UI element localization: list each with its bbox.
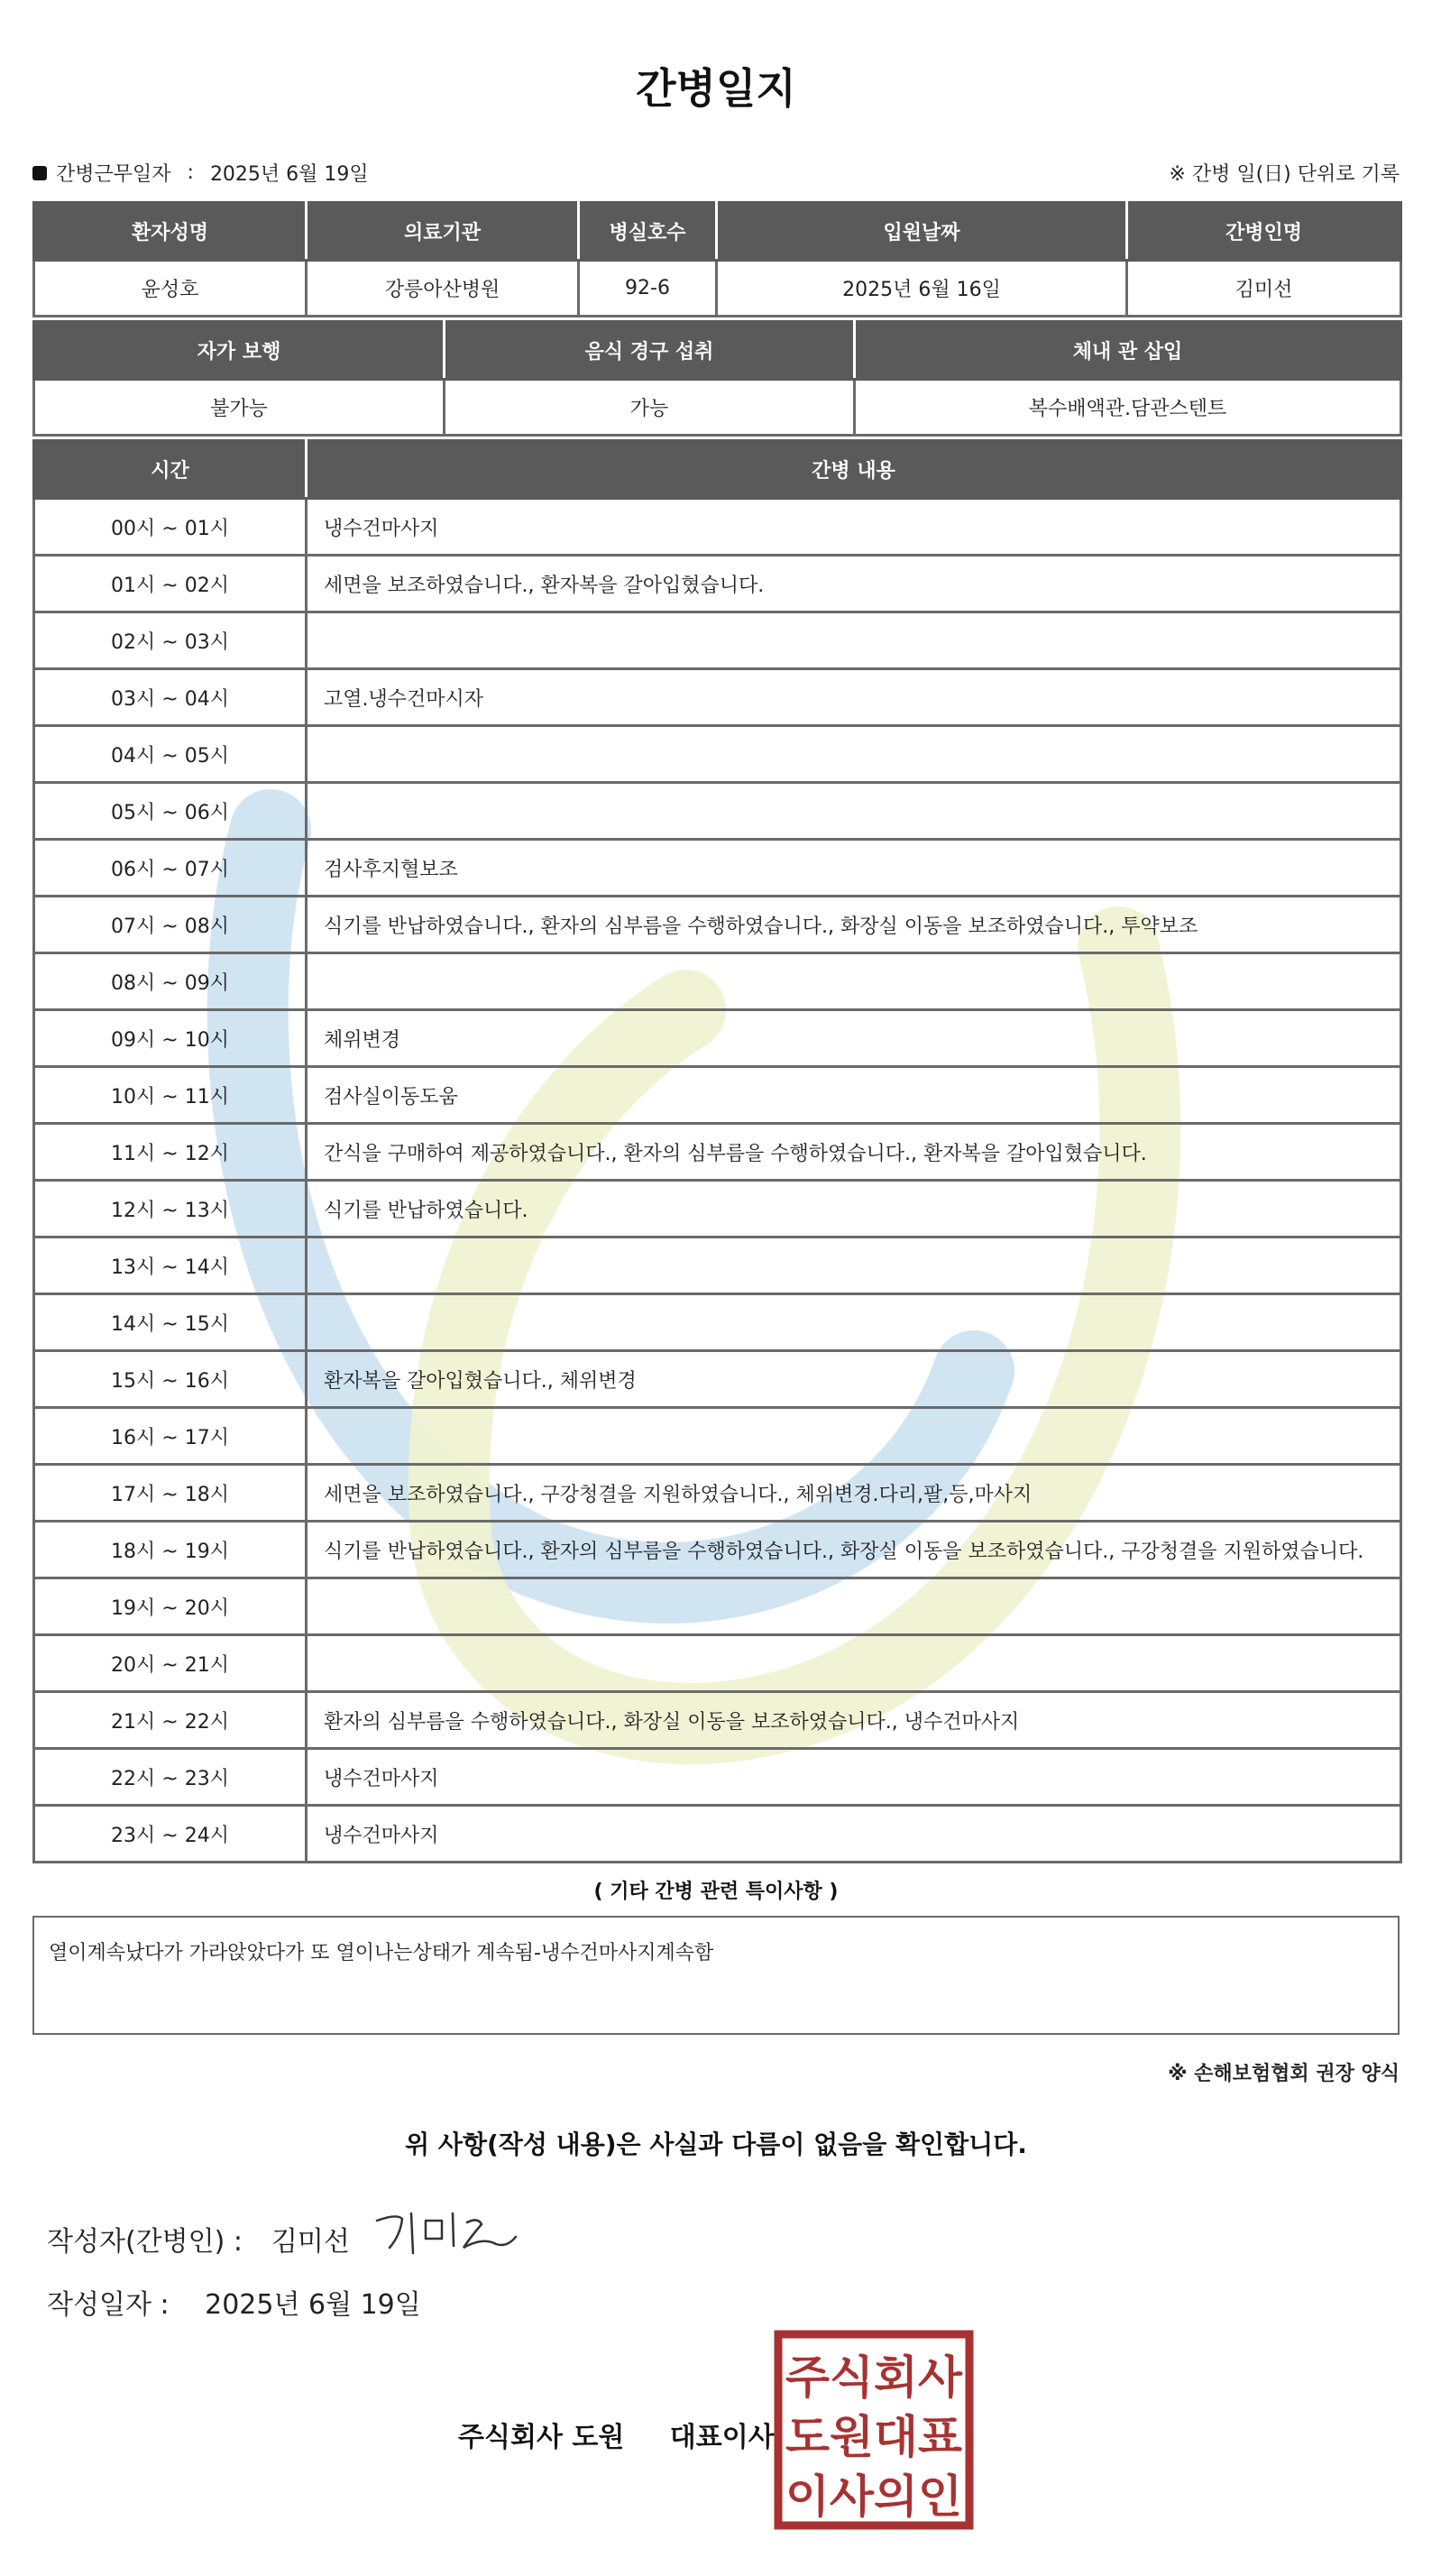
time-cell: 12시 ~ 13시 [34,1181,307,1237]
time-cell: 11시 ~ 12시 [34,1124,307,1181]
writer-label: 작성자(간병인) : [47,2226,243,2258]
time-cell: 09시 ~ 10시 [34,1010,307,1067]
page-title: 간병일지 [636,64,796,113]
work-date-row [32,159,369,187]
svg-text:이사의인: 이사의인 [785,2470,962,2523]
care-content-cell: 간식을 구매하여 제공하였습니다., 환자의 심부름을 수행하였습니다., 환자복을 갈아입혔습니다. [307,1124,1401,1181]
care-content-cell: 검사후지혈보조 [307,840,1401,897]
table-row [34,1181,1401,1237]
svg-text:주식회사: 주식회사 [785,2351,963,2404]
table-row [34,1294,1401,1351]
care-content-cell [307,1294,1401,1351]
time-cell: 04시 ~ 05시 [34,726,307,783]
care-content-cell: 식기를 반납하였습니다. [307,1181,1401,1237]
care-content-cell: 냉수건마사지 [307,1806,1401,1863]
patient-info-table [32,201,1402,317]
table-row [34,1351,1401,1408]
table-row [34,1635,1401,1692]
representative-title: 대표이사 [669,2422,775,2453]
company-signature-line [458,2415,775,2454]
time-cell: 18시 ~ 19시 [34,1522,307,1578]
room-number: 92-6 [579,261,717,317]
time-cell: 05시 ~ 06시 [34,783,307,840]
time-cell: 23시 ~ 24시 [34,1806,307,1863]
time-cell: 13시 ~ 14시 [34,1237,307,1294]
care-content-cell: 고열.냉수건마시자 [307,669,1401,726]
table-row [34,1408,1401,1465]
table-row [34,669,1401,726]
header-room: 병실호수 [579,203,717,261]
written-date-value: 2025년 6월 19일 [205,2289,421,2321]
care-content-cell: 환자의 심부름을 수행하였습니다., 화장실 이동을 보조하였습니다., 냉수건마사지 [307,1692,1401,1749]
header-walking: 자가 보행 [34,322,445,380]
caregiver-name: 김미선 [1127,261,1401,317]
written-date-label: 작성일자 : [47,2289,170,2321]
header-caregiver: 간병인명 [1127,203,1401,261]
care-content-cell: 식기를 반납하였습니다., 환자의 심부름을 수행하였습니다., 화장실 이동을 보조하였습니다., 구강청결을 지원하였습니다. [307,1522,1401,1578]
patient-name: 윤성호 [34,261,307,317]
care-content-cell: 환자복을 갈아입혔습니다., 체위변경 [307,1351,1401,1408]
confirmation-statement: 위 사항(작성 내용)은 사실과 다름이 없음을 확인합니다. [405,2130,1027,2159]
time-cell: 20시 ~ 21시 [34,1635,307,1692]
patient-status-table [32,320,1402,437]
care-content-cell: 세면을 보조하였습니다., 환자복을 갈아입혔습니다. [307,556,1401,612]
other-notes-text: 열이계속났다가 가라앉았다가 또 열이나는상태가 계속됨-냉수건마사지계속함 [49,1942,714,1964]
header-admission-date: 입원날짜 [717,203,1127,261]
table-row [34,783,1401,840]
table-row [34,1010,1401,1067]
other-notes-box [32,1916,1400,2035]
time-cell: 06시 ~ 07시 [34,840,307,897]
company-name: 주식회사 도원 [458,2422,625,2453]
tube-value: 복수배액관.담관스텐트 [855,380,1401,436]
care-content-cell [307,1635,1401,1692]
time-cell: 15시 ~ 16시 [34,1351,307,1408]
time-cell: 16시 ~ 17시 [34,1408,307,1465]
bullet-square-icon [32,166,47,180]
walking-value: 불가능 [34,380,445,436]
table-row [34,726,1401,783]
work-date-value: 2025년 6월 19일 [209,163,369,186]
header-oral-intake: 음식 경구 섭취 [445,322,855,380]
svg-text:도원대표: 도원대표 [785,2411,963,2463]
care-content-cell [307,1237,1401,1294]
other-notes-heading: ( 기타 간병 관련 특이사항 ) [593,1881,839,1903]
care-content-cell [307,1578,1401,1635]
table-row [34,1067,1401,1124]
table-row [34,1124,1401,1181]
care-content-cell: 검사실이동도움 [307,1067,1401,1124]
time-cell: 10시 ~ 11시 [34,1067,307,1124]
time-cell: 08시 ~ 09시 [34,953,307,1010]
writer-row [47,2219,350,2259]
care-log-header-row [34,441,1401,499]
table-row [34,612,1401,669]
time-cell: 14시 ~ 15시 [34,1294,307,1351]
writer-name: 김미선 [271,2226,350,2258]
hospital-name: 강릉아산병원 [307,261,579,317]
work-date-label: 간병근무일자 [56,163,171,186]
care-content-cell: 세면을 보조하였습니다., 구강청결을 지원하였습니다., 체위변경.다리,팔,등,마사지 [307,1465,1401,1522]
handwritten-signature [370,2201,523,2264]
table-row [34,1465,1401,1522]
header-tube: 체내 관 삽입 [855,322,1401,380]
time-cell: 03시 ~ 04시 [34,669,307,726]
table-row [34,1578,1401,1635]
care-content-cell [307,726,1401,783]
header-hospital: 의료기관 [307,203,579,261]
header-care-content: 간병 내용 [307,441,1401,499]
patient-info-value-row [34,261,1401,317]
time-cell: 17시 ~ 18시 [34,1465,307,1522]
table-row [34,897,1401,953]
patient-info-header-row [34,203,1401,261]
care-content-cell [307,1408,1401,1465]
time-cell: 22시 ~ 23시 [34,1749,307,1806]
table-row [34,1749,1401,1806]
time-cell: 02시 ~ 03시 [34,612,307,669]
admission-date: 2025년 6월 16일 [717,261,1127,317]
form-source-note: ※ 손해보험협회 권장 양식 [1168,2063,1400,2085]
time-cell: 01시 ~ 02시 [34,556,307,612]
table-row [34,840,1401,897]
written-date-row [47,2282,421,2322]
status-value-row [34,380,1401,436]
status-header-row [34,322,1401,380]
table-row [34,1692,1401,1749]
care-content-cell: 냉수건마사지 [307,1749,1401,1806]
record-unit-note: ※ 간병 일(日) 단위로 기록 [1169,163,1400,186]
header-time: 시간 [34,441,307,499]
time-cell: 07시 ~ 08시 [34,897,307,953]
care-content-cell: 식기를 반납하였습니다., 환자의 심부름을 수행하였습니다., 화장실 이동을 보조하였습니다., 투약보조 [307,897,1401,953]
company-seal-stamp [774,2330,974,2530]
time-cell: 19시 ~ 20시 [34,1578,307,1635]
care-content-cell [307,783,1401,840]
work-date-separator: : [187,161,194,184]
table-row [34,953,1401,1010]
care-content-cell: 냉수건마사지 [307,499,1401,556]
header-patient-name: 환자성명 [34,203,307,261]
time-cell: 00시 ~ 01시 [34,499,307,556]
care-content-cell [307,612,1401,669]
table-row [34,1522,1401,1578]
time-cell: 21시 ~ 22시 [34,1692,307,1749]
table-row [34,556,1401,612]
table-row [34,1806,1401,1863]
table-row [34,499,1401,556]
care-content-cell: 체위변경 [307,1010,1401,1067]
table-row [34,1237,1401,1294]
care-content-cell [307,953,1401,1010]
care-log-table [32,439,1402,1863]
oral-intake-value: 가능 [445,380,855,436]
